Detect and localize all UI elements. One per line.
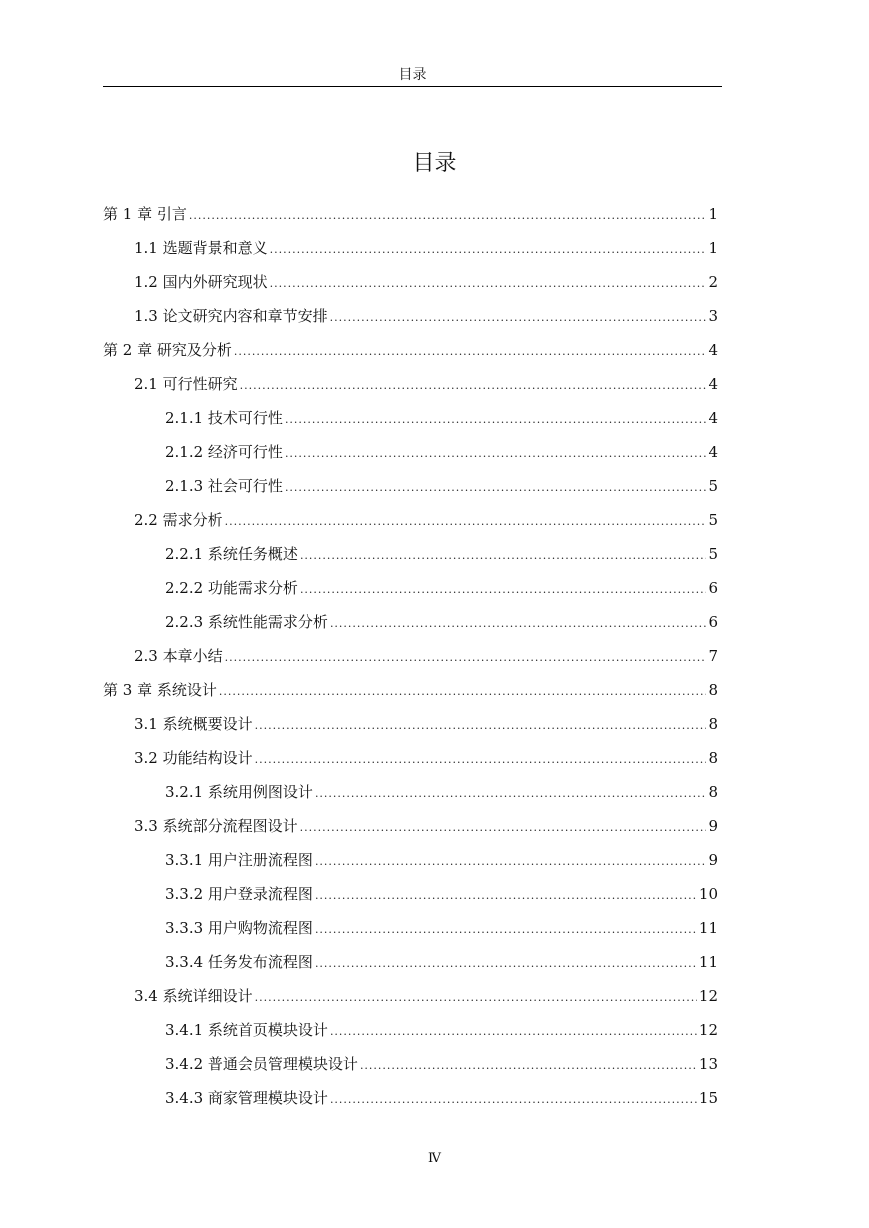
page-number: Ⅳ <box>428 1151 441 1166</box>
toc-entry-label: 2.1.3 社会可行性 <box>165 477 283 495</box>
toc-leader <box>189 206 707 226</box>
toc-entry-label: 1.2 国内外研究现状 <box>134 273 268 291</box>
toc-entry-page: 5 <box>708 511 718 529</box>
toc-entry[interactable] <box>165 918 718 938</box>
toc-leader <box>315 920 697 940</box>
toc-entry[interactable] <box>165 612 718 632</box>
toc-entry-label: 3.4.2 普通会员管理模块设计 <box>165 1055 358 1073</box>
toc-entry-page: 11 <box>698 919 718 937</box>
toc-entry-label: 2.2 需求分析 <box>134 511 223 529</box>
toc-entry-page: 3 <box>708 307 718 325</box>
toc-leader <box>255 716 707 736</box>
toc-leader <box>225 512 707 532</box>
toc-entry-label: 1.1 选题背景和意义 <box>134 239 268 257</box>
toc-entry-page: 13 <box>698 1055 718 1073</box>
toc-leader <box>330 1022 697 1042</box>
toc-entry-page: 5 <box>708 545 718 563</box>
toc-leader <box>330 308 707 328</box>
toc-entry-page: 12 <box>698 1021 718 1039</box>
toc-entry-label: 2.3 本章小结 <box>134 647 223 665</box>
toc-entry[interactable] <box>134 748 718 768</box>
toc-entry-label: 3.3.3 用户购物流程图 <box>165 919 313 937</box>
toc-entry[interactable] <box>165 1088 718 1108</box>
toc-entry-label: 第 3 章 系统设计 <box>103 681 217 699</box>
toc-entry[interactable] <box>134 306 718 326</box>
toc-entry-label: 3.3 系统部分流程图设计 <box>134 817 298 835</box>
toc-leader <box>330 614 707 634</box>
toc-entry[interactable] <box>103 340 718 360</box>
toc-entry[interactable] <box>103 204 718 224</box>
toc-entry[interactable] <box>165 544 718 564</box>
toc-entry-label: 3.2.1 系统用例图设计 <box>165 783 313 801</box>
toc-entry[interactable] <box>134 238 718 258</box>
toc-leader <box>270 274 707 294</box>
toc-entry-label: 3.1 系统概要设计 <box>134 715 253 733</box>
toc-entry-label: 2.1 可行性研究 <box>134 375 238 393</box>
toc-leader <box>219 682 707 702</box>
toc-leader <box>300 546 707 566</box>
toc-entry-label: 第 2 章 研究及分析 <box>103 341 232 359</box>
toc-entry[interactable] <box>165 884 718 904</box>
running-header <box>103 64 722 87</box>
toc-entry-label: 3.3.2 用户登录流程图 <box>165 885 313 903</box>
toc-entry[interactable] <box>134 986 718 1006</box>
running-header-title: 目录 <box>398 67 427 83</box>
toc-entry-label: 3.4 系统详细设计 <box>134 987 253 1005</box>
toc-leader <box>300 818 707 838</box>
toc-entry-page: 9 <box>708 817 718 835</box>
toc-entry-label: 2.1.2 经济可行性 <box>165 443 283 461</box>
toc-entry[interactable] <box>134 714 718 734</box>
toc-leader <box>285 410 707 430</box>
toc-entry-label: 2.2.3 系统性能需求分析 <box>165 613 328 631</box>
toc-entry[interactable] <box>165 578 718 598</box>
toc-leader <box>285 444 707 464</box>
toc-entry[interactable] <box>134 272 718 292</box>
toc-entry-page: 8 <box>708 681 718 699</box>
toc-entry-page: 1 <box>708 239 718 257</box>
toc-entry[interactable] <box>165 850 718 870</box>
toc-leader <box>285 478 707 498</box>
toc-entry[interactable] <box>165 408 718 428</box>
toc-leader <box>315 886 697 906</box>
toc-entry[interactable] <box>134 510 718 530</box>
toc-entry-page: 9 <box>708 851 718 869</box>
toc-leader <box>315 954 697 974</box>
toc-entry-label: 3.3.4 任务发布流程图 <box>165 953 313 971</box>
toc-entry-page: 6 <box>708 613 718 631</box>
toc-entry[interactable] <box>165 476 718 496</box>
toc-entry-label: 第 1 章 引言 <box>103 205 187 223</box>
toc-entry-page: 4 <box>708 341 718 359</box>
toc-entry-page: 8 <box>708 783 718 801</box>
toc-leader <box>315 784 707 804</box>
toc-entry-label: 2.1.1 技术可行性 <box>165 409 283 427</box>
toc-entry-label: 1.3 论文研究内容和章节安排 <box>134 307 328 325</box>
toc-entry-page: 5 <box>708 477 718 495</box>
toc-entry-page: 12 <box>698 987 718 1005</box>
toc-entry[interactable] <box>103 680 718 700</box>
toc-leader <box>255 750 707 770</box>
toc-leader <box>360 1056 697 1076</box>
toc-entry[interactable] <box>134 646 718 666</box>
toc-entry-label: 2.2.2 功能需求分析 <box>165 579 298 597</box>
toc-entry-page: 8 <box>708 749 718 767</box>
toc-entry-page: 4 <box>708 409 718 427</box>
toc-entry-page: 11 <box>698 953 718 971</box>
toc-entry[interactable] <box>165 782 718 802</box>
toc-leader <box>270 240 707 260</box>
toc-entry-page: 7 <box>708 647 718 665</box>
toc-entry-page: 10 <box>698 885 718 903</box>
toc-leader <box>234 342 707 362</box>
toc-entry-page: 4 <box>708 443 718 461</box>
toc-leader <box>300 580 707 600</box>
toc-entry[interactable] <box>165 1020 718 1040</box>
toc-entry-page: 15 <box>698 1089 718 1107</box>
toc-entry-label: 3.3.1 用户注册流程图 <box>165 851 313 869</box>
toc-leader <box>240 376 707 396</box>
toc-entry[interactable] <box>134 374 718 394</box>
toc-entry[interactable] <box>165 442 718 462</box>
toc-entry[interactable] <box>165 1054 718 1074</box>
toc-entry-label: 3.4.1 系统首页模块设计 <box>165 1021 328 1039</box>
toc-entry-page: 2 <box>708 273 718 291</box>
page-title: 目录 <box>412 151 457 176</box>
toc-entry-page: 1 <box>708 205 718 223</box>
toc-entry-label: 3.4.3 商家管理模块设计 <box>165 1089 328 1107</box>
toc-leader <box>255 988 697 1008</box>
toc-entry-label: 3.2 功能结构设计 <box>134 749 253 767</box>
toc-entry-page: 4 <box>708 375 718 393</box>
toc-entry[interactable] <box>134 816 718 836</box>
toc-entry-page: 6 <box>708 579 718 597</box>
toc-leader <box>330 1090 697 1110</box>
toc-leader <box>225 648 707 668</box>
toc-entry-page: 8 <box>708 715 718 733</box>
toc-entry[interactable] <box>165 952 718 972</box>
toc-entry-label: 2.2.1 系统任务概述 <box>165 545 298 563</box>
toc-leader <box>315 852 707 872</box>
